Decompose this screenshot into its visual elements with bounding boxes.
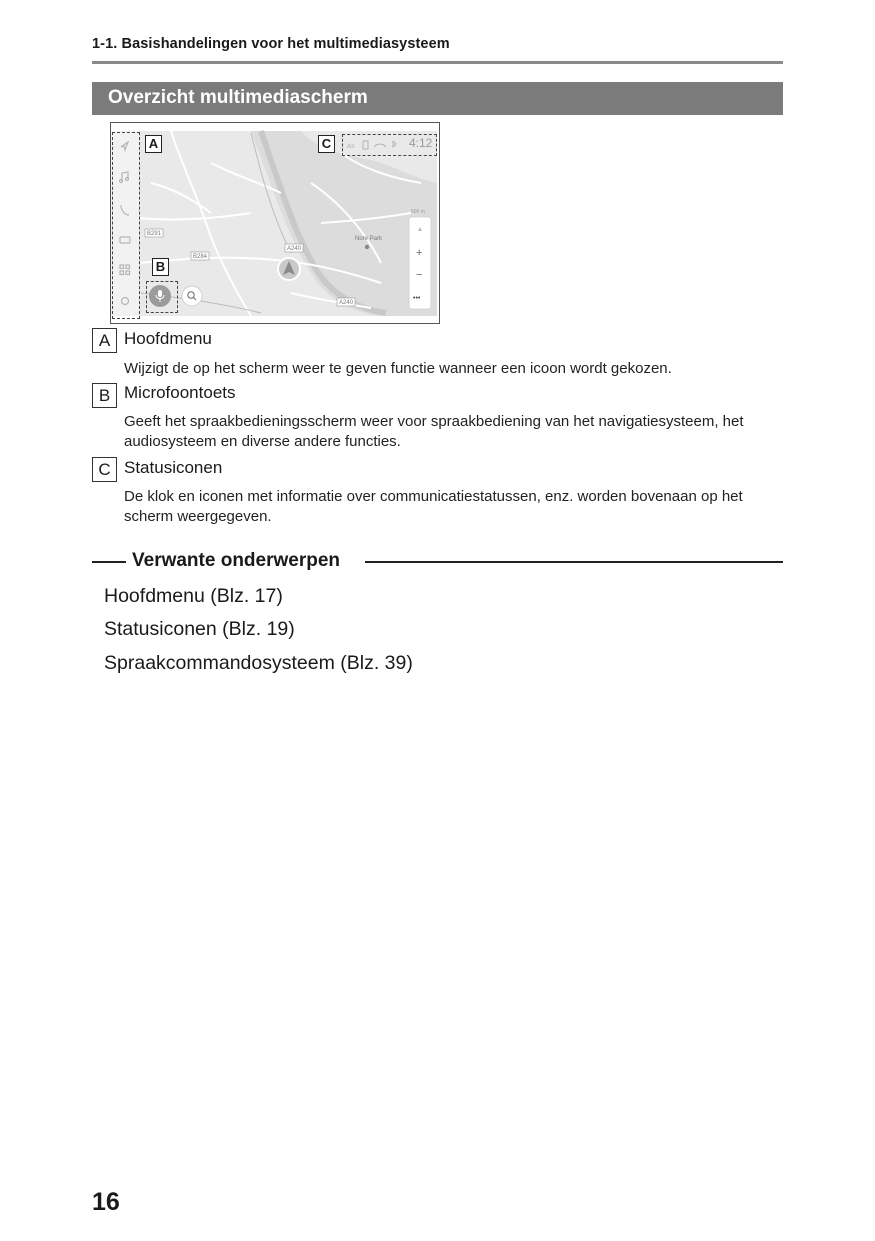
place-pin-icon [365,245,369,249]
map-scale-label: 500 m [411,209,425,215]
callout-a-region [112,132,140,319]
callout-letter-a: A [145,135,162,153]
svg-text:A≡: A≡ [347,144,355,150]
callout-letter-c: C [318,135,335,153]
item-b-letter: B [92,383,117,408]
heading-rule-left [92,561,126,563]
item-c-title: Statusiconen [124,458,223,477]
item-b-title: Microfoontoets [124,383,236,402]
related-link-hoofdmenu[interactable]: Hoofdmenu (Blz. 17) [104,585,283,607]
map-place-label: Nore Park [355,236,383,242]
header-rule [92,61,783,64]
related-link-statusiconen[interactable]: Statusiconen (Blz. 19) [104,618,295,640]
callout-b-region [146,281,178,313]
status-clock: 4:12 [409,136,433,150]
road-label-a240: A240 [287,246,302,252]
item-c-letter: C [92,457,117,482]
zoom-out-button: − [416,269,423,281]
related-link-spraakcommandosysteem[interactable]: Spraakcommandosysteem (Blz. 39) [104,652,413,674]
item-a-title: Hoofdmenu [124,329,212,348]
item-b-description: Geeft het spraakbedieningsscherm weer voor spraakbediening van het navigatiesysteem, het audiosysteem en diverse andere functies. [124,413,744,450]
related-topics-heading [92,550,783,574]
multimedia-screen-illustration [110,122,440,324]
chapter-header: 1-1. Basishandelingen voor het multimediasysteem [92,36,450,52]
item-a-description: Wijzigt de op het scherm weer te geven functie wanneer een icoon wordt gekozen. [124,360,672,377]
section-title: Overzicht multimediascherm [108,87,368,108]
zoom-in-button: + [416,247,423,259]
page-number: 16 [92,1188,120,1216]
related-topics-title: Verwante onderwerpen [132,550,341,571]
item-a-letter: A [92,328,117,353]
more-options-button: ••• [413,295,421,302]
road-label-a240-2: A240 [339,300,354,306]
item-c-description: De klok en iconen met informatie over communicatiestatussen, enz. worden bovenaan op het scherm weergegeven. [124,488,743,525]
heading-rule-right [365,561,783,563]
road-label-b291: B291 [147,231,162,237]
road-label-b284: B284 [193,254,208,260]
callout-letter-b: B [152,258,169,276]
section-title-bar [92,82,783,115]
search-icon [182,286,202,306]
